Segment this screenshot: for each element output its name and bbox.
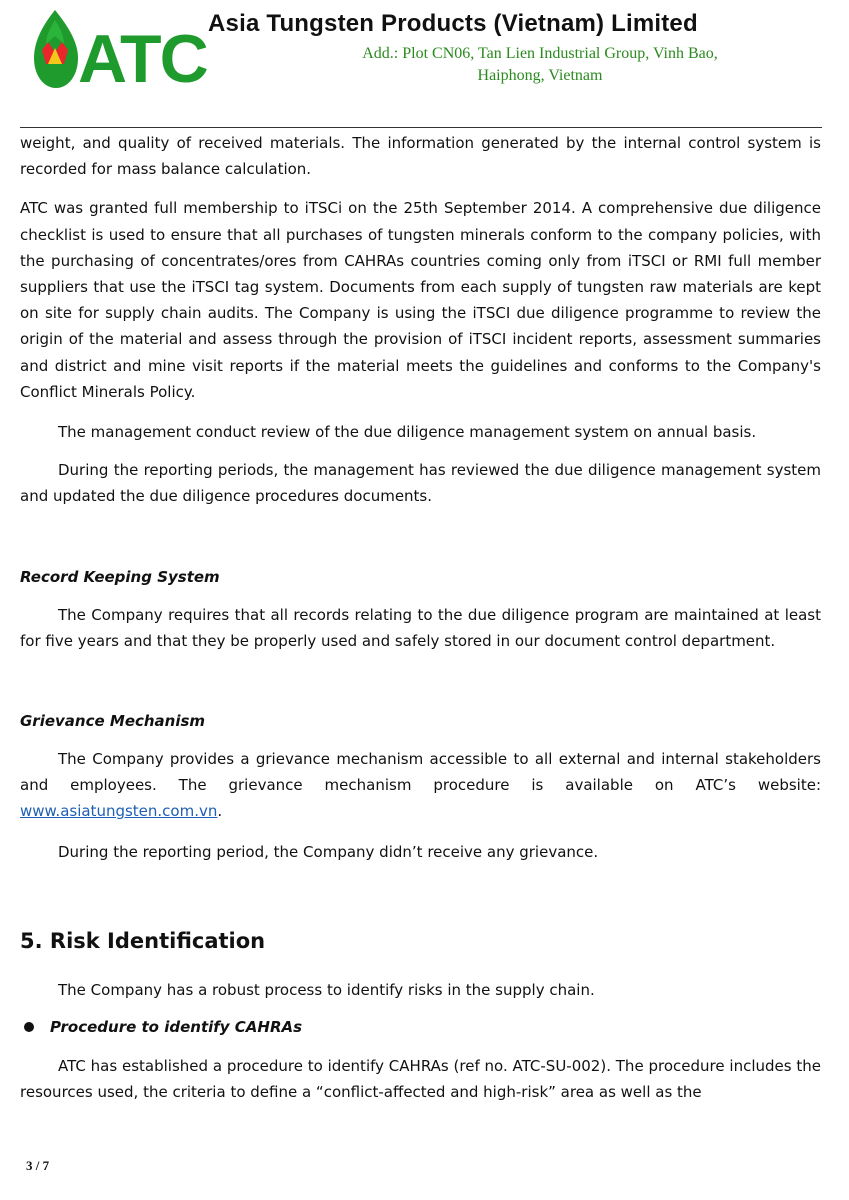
paragraph-no-grievance: During the reporting period, the Company didn’t receive any grievance. [58, 842, 599, 861]
paragraph-mass-balance: weight, and quality of received materials. The information generated by the internal control system is recorded for mass balance calculation. [20, 134, 821, 179]
grievance-text: The Company provides a grievance mechanism accessible to all external and internal stakeholders and employees. The grievance mechanism procedure is available on ATC’s website: [20, 750, 821, 795]
section-5-title: 5. Risk Identification [20, 928, 266, 953]
heading-grievance-mechanism: Grievance Mechanism [20, 712, 206, 731]
header-divider [20, 127, 822, 128]
address-line-1: Add.: Plot CN06, Tan Lien Industrial Group, Vinh Bao, [362, 45, 718, 62]
page-number: 3 / 7 [26, 1158, 50, 1173]
bullet-procedure-cahras [20, 1015, 821, 1039]
paragraph-record-keeping: The Company requires that all records relating to the due diligence program are maintained at least for five years and that they be properly used and safely stored in our document control department. [20, 605, 821, 650]
paragraph-itsci-membership: ATC was granted full membership to iTSCi on the 25th September 2014. A comprehensive due diligence checklist is used to ensure that all purchases of tungsten minerals conform to the company policies, with the purchasing of concentrates/ores from CAHRAs countries coming only from iTSCI or RMI full member suppliers that use the iTSCI tag system. Documents from each supply of tungsten raw materials are kept on site for supply chain audits. The Company is using the iTSCI due diligence programme to review the origin of the material and assess through the provision of iTSCI incident reports, assessment summaries and district and mine visit reports if the material meets the guidelines and conforms to the Company's Conflict Minerals Policy. [20, 199, 821, 401]
grievance-text-end: . [217, 802, 223, 821]
paragraph-grievance [20, 746, 821, 825]
atc-logo [28, 6, 207, 97]
page-header [0, 0, 849, 128]
paragraph-management-review: The management conduct review of the due diligence management system on annual basis. [58, 423, 757, 442]
company-name: Asia Tungsten Products (Vietnam) Limited [208, 10, 698, 37]
bullet-icon [24, 1022, 34, 1032]
heading-record-keeping: Record Keeping System [20, 567, 220, 586]
paragraph-cahras-procedure: ATC has established a procedure to identify CAHRAs (ref no. ATC-SU-002). The procedure includes the resources used, the criteria to define a “conflict-affected and high-risk” area as well as the [20, 1057, 821, 1102]
logo-text: ATC [78, 21, 207, 97]
website-link[interactable]: www.asiatungsten.com.vn [20, 802, 218, 821]
bullet-label: Procedure to identify CAHRAs [50, 1018, 303, 1037]
company-address [280, 43, 800, 87]
paragraph-risk-process: The Company has a robust process to identify risks in the supply chain. [58, 980, 595, 999]
paragraph-reporting-period: During the reporting periods, the management has reviewed the due diligence management system and updated the due diligence procedures documents. [20, 461, 821, 506]
document-body [20, 130, 821, 1105]
address-line-2: Haiphong, Vietnam [477, 67, 603, 84]
